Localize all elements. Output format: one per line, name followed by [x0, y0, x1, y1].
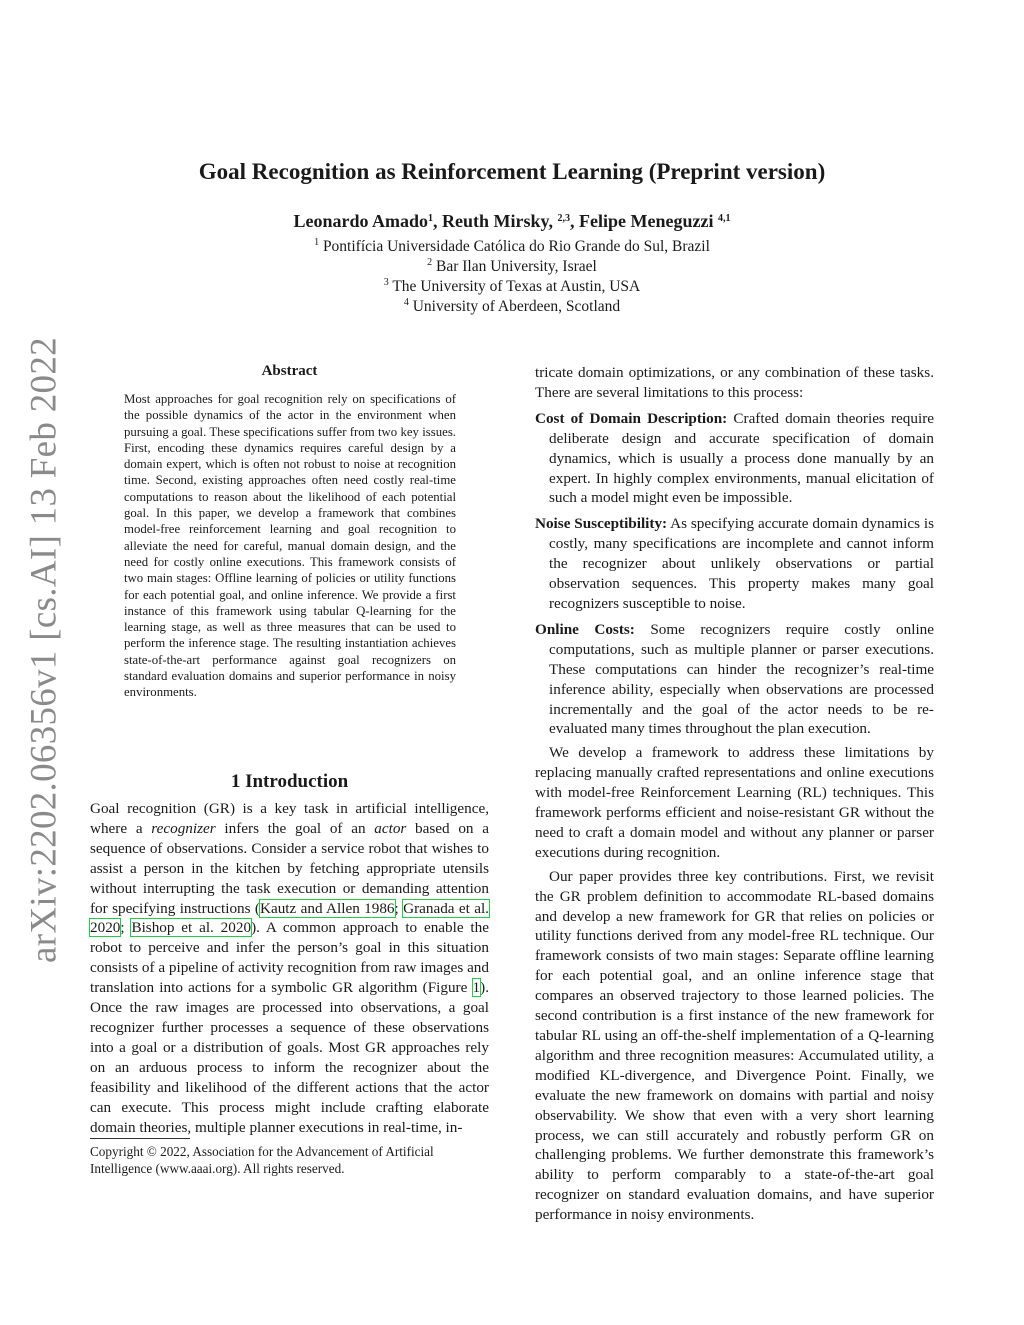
affiliation: $^2$ Bar Ilan University, Israel	[427, 257, 597, 275]
affiliations	[0, 237, 1024, 317]
limitation-item: Cost of Domain Description: Crafted domain theories require deliberate design and accurate specification of domain dynamics, which is usually a process done manually by an expert. In highly complex environments, manual elicitation of such a model might even be impossible.	[535, 409, 934, 507]
abstract-heading: Abstract	[261, 363, 318, 379]
affiliation: $^3$ The University of Texas at Austin, USA	[383, 277, 641, 295]
abstract-body: Most approaches for goal recognition rely on specifications of the possible dynamics of the actor in the environment when pursuing a goal. These specifications suffer from two key issues. First, encoding these dynamics requires careful design by a domain expert, which is often not robust to noise at recognition time. Second, existing approaches often need costly real-time computations to reason about the likelihood of each potential goal. In this paper, we develop a framework that combines model-free reinforcement learning and goal recognition to alleviate the need for careful, manual domain design, and the need for costly online executions. This framework consists of two main stages: Offline learning of policies or utility functions for each potential goal, and online inference. We provide a first instance of this framework using tabular Q-learning for the learning stage, as well as three measures that can be used to perform the inference stage. The resulting instantiation achieves state-of-the-art performance against goal recognizers on standard evaluation domains and superior performance in noisy environments.	[124, 392, 456, 700]
framework-paragraph: We develop a framework to address these limitations by replacing manually crafted representations and online executions with model-free Reinforcement Learning (RL) techniques. This framework performs efficient and noise-resistant GR without the need to craft a domain model and without any planner or parser executions during recognition.	[535, 744, 934, 861]
footnote-rule	[90, 1138, 190, 1139]
arxiv-identifier: arXiv:2202.06356v1 [cs.AI] 13 Feb 2022	[23, 337, 65, 963]
affiliation: $^4$ University of Aberdeen, Scotland	[403, 297, 621, 315]
copyright-footnote: Copyright © 2022, Association for the Advancement of Artificial Intelligence (www.aaai.org). All rights reserved.	[90, 1144, 434, 1176]
right-column	[535, 363, 934, 1225]
figure-reference-link[interactable]: 1	[472, 979, 481, 997]
limitation-item: Noise Susceptibility: As specifying accurate domain dynamics is costly, many specifications are incomplete and cannot inform the recognizer about unlikely observations or partial observation sequences. This property makes many goal recognizers susceptible to noise.	[535, 515, 934, 612]
citation-link[interactable]: Kautz and Allen 1986	[259, 899, 395, 917]
continued-paragraph: tricate domain optimizations, or any combination of these tasks. There are several limitations to this process:	[535, 364, 934, 401]
limitation-item: Online Costs: Some recognizers require costly online computations, such as multiple planner or parser executions. These computations can hinder the recognizer’s real-time inference ability, especially when observations are processed incrementally and the goal of the actor needs to be re-evaluated many times throughout the plan execution.	[535, 620, 935, 738]
citation-link[interactable]: Granada et al. 2020	[90, 899, 489, 937]
author-amado: Leonardo Amado	[293, 211, 429, 231]
author-line: Leonardo Amado$^1$, Reuth Mirsky, $^{2,3}$, Felipe Meneguzzi $^{4,1}$	[293, 211, 731, 231]
author-meneguzzi: Felipe Meneguzzi	[579, 211, 714, 231]
introduction-paragraph: Goal recognition (GR) is a key task in artificial intelligence, where a recognizer infers the goal of an actor based on a sequence of observations. Consider a service robot that wishes to assist a person in the kitchen by fetching appropriate utensils without interrupting the task execution or demanding attention for specifying instructions (Kautz and Allen 1986; Granada et al. 2020; Bishop et al. 2020). A common approach to enable the robot to perceive and infer the person’s goal in this situation consists of a pipeline of activity recognition from raw images and translation into actions for a symbolic GR algorithm (Figure 1). Once the raw images are processed into observations, a goal recognizer further processes a sequence of these observations into a goal or a distribution of goals. Most GR approaches rely on an arduous process to inform the recognizer about the feasibility and likelihood of the different actions that the actor can execute. This process might include crafting elaborate domain theories, multiple planner executions in real-time, in-	[90, 800, 489, 1136]
affiliation: $^1$ Pontifícia Universidade Católica do Rio Grande do Sul, Brazil	[314, 237, 710, 255]
author-mirsky: Reuth Mirsky,	[442, 211, 554, 231]
contributions-paragraph: Our paper provides three key contributions. First, we revisit the GR problem definition to accommodate RL-based domains and develop a new framework for GR that relies on policies or utility functions derived from any model-free RL technique. Our framework consists of two main stages: Separate offline learning for each potential goal, and an online inference stage that compares an observed trajectory to those learned policies. The second contribution is a first instance of the new framework for tabular RL using an off-the-shelf implementation of a Q-learning algorithm and three recognition measures: Accumulated utility, a modified KL-divergence, and Divergence Point. Finally, we evaluate the new framework on domains with partial and noisy observability. We show that even with a very short learning process, we can still accurately and robustly perform GR on challenging problems. We further demonstrate this framework’s ability to perform comparably to a state-of-the-art goal recognizer on standard evaluation domains, and have superior performance in noisy environments.	[535, 867, 934, 1224]
introduction-heading: 1 Introduction	[230, 771, 349, 792]
paper-title: Goal Recognition as Reinforcement Learning (Preprint version)	[198, 159, 826, 184]
arxiv-sidebar	[14, 337, 74, 963]
citation-link[interactable]: Bishop et al. 2020	[131, 919, 252, 937]
